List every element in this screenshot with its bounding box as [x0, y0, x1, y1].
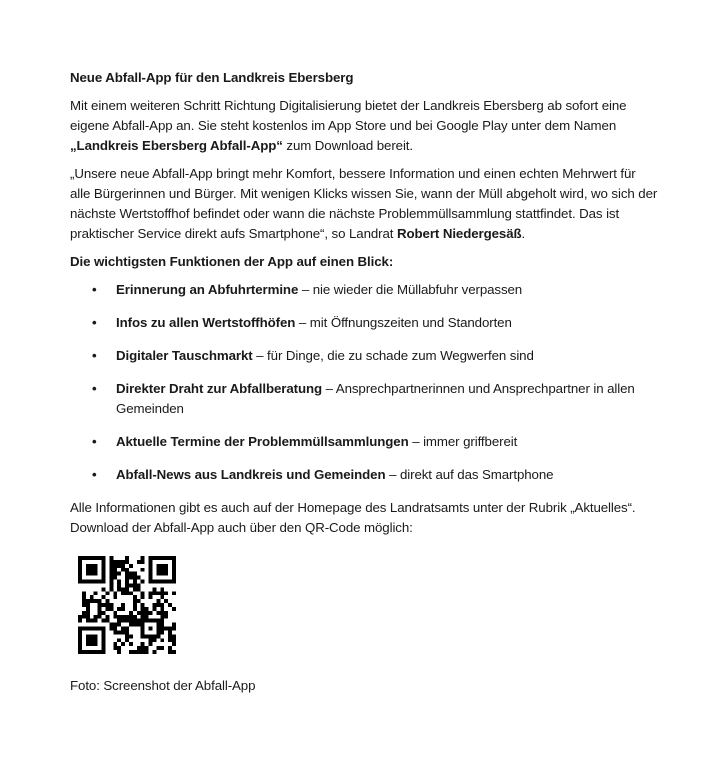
feature-description: – mit Öffnungszeiten und Standorten — [295, 315, 512, 330]
list-item — [70, 379, 658, 419]
quote-paragraph — [70, 164, 658, 244]
article-title: Neue Abfall-App für den Landkreis Ebersberg — [70, 70, 354, 85]
qr-code-icon[interactable] — [78, 556, 176, 654]
bullet-icon: • — [92, 282, 97, 297]
feature-description: – Ansprechpartnerinnen und Ansprechpartner in allen Gemeinden — [116, 381, 635, 416]
feature-description: – direkt auf das Smartphone — [385, 467, 554, 482]
features-heading: Die wichtigsten Funktionen der App auf einen Blick: — [70, 254, 394, 269]
qr-code-graphic — [78, 556, 176, 654]
list-item — [70, 432, 658, 452]
feature-description: – nie wieder die Müllabfuhr verpassen — [298, 282, 523, 297]
quote-end: . — [521, 226, 526, 241]
intro-text-end: zum Download bereit. — [282, 138, 413, 153]
features-list — [70, 280, 658, 485]
quote-speaker: Robert Niedergesäß — [396, 226, 522, 241]
feature-title: Digitaler Tauschmarkt — [116, 348, 253, 363]
closing-paragraph: Alle Informationen gibt es auch auf der Homepage des Landratsamts unter der Rubrik „Aktuelles“. Download der Abfall-App auch über den QR-Code möglich: — [70, 500, 636, 535]
image-caption: Foto: Screenshot der Abfall-App — [70, 678, 256, 693]
feature-title: Direkter Draht zur Abfallberatung — [116, 381, 323, 396]
feature-description: – für Dinge, die zu schade zum Wegwerfen sind — [252, 348, 534, 363]
feature-title: Abfall-News aus Landkreis und Gemeinden — [116, 467, 386, 482]
bullet-icon: • — [92, 315, 97, 330]
list-item — [70, 280, 658, 300]
list-item — [70, 465, 658, 485]
bullet-icon: • — [92, 434, 97, 449]
quote-text: „Unsere neue Abfall-App bringt mehr Komfort, bessere Information und einen echten Mehrwert für alle Bürgerinnen und Bürger. Mit wenigen Klicks wissen Sie, wann der Müll abgeholt wird, wo sich der nächste Wertstoffhof befindet oder wann die nächste Problemmüllsammlung stattfindet. Das ist praktischer Service direkt aufs Smartphone“, so Landrat — [70, 166, 658, 241]
bullet-icon: • — [92, 467, 97, 482]
feature-title: Aktuelle Termine der Problemmüllsammlungen — [116, 434, 409, 449]
feature-description: – immer griffbereit — [408, 434, 518, 449]
app-name: „Landkreis Ebersberg Abfall-App“ — [70, 138, 283, 153]
intro-text: Mit einem weiteren Schritt Richtung Digitalisierung bietet der Landkreis Ebersberg ab sofort eine eigene Abfall-App an. Sie steht kostenlos im App Store und bei Google Play unter dem Namen — [70, 98, 627, 133]
list-item — [70, 346, 658, 366]
list-item — [70, 313, 658, 333]
bullet-icon: • — [92, 348, 97, 363]
feature-title: Infos zu allen Wertstoffhöfen — [116, 315, 296, 330]
intro-paragraph — [70, 96, 658, 156]
bullet-icon: • — [92, 381, 97, 396]
feature-title: Erinnerung an Abfuhrtermine — [116, 282, 299, 297]
